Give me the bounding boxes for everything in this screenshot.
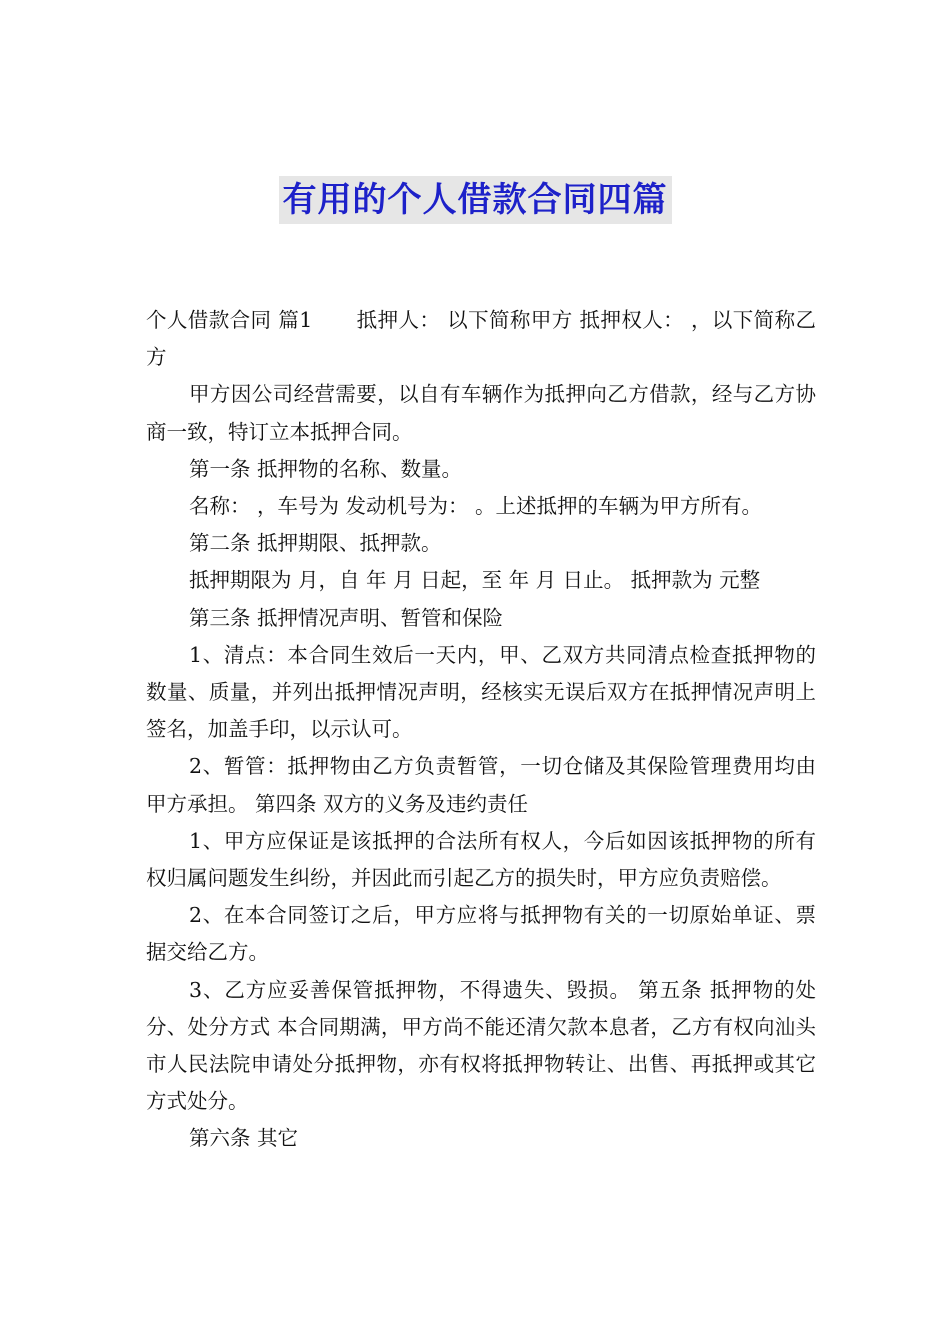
document-body [146, 302, 816, 1158]
section-heading: 第三条 抵押情况声明、暂管和保险 [189, 605, 504, 630]
paragraph: 1、甲方应保证是该抵押的合法所有权人，今后如因该抵押物的所有权归属问题发生纠纷，并因此而引起乙方的损失时，甲方应负责赔偿。 [146, 828, 816, 891]
intro-label: 个人借款合同 篇1 [146, 308, 313, 332]
paragraph: 抵押期限为 月，自 年 月 日起，至 年 月 日止。 抵押款为 元整 [189, 568, 761, 593]
intro-text: 抵押人： 以下简称甲方 抵押权人： ，以下简称乙方 [146, 308, 816, 370]
paragraph: 1、清点：本合同生效后一天内，甲、乙双方共同清点检查抵押物的数量、质量，并列出抵押情况声明，经核实无误后双方在抵押情况声明上签名，加盖手印，以示认可。 [146, 642, 816, 742]
paragraph: 2、暂管：抵押物由乙方负责暂管，一切仓储及其保险管理费用均由甲方承担。 第四条 双方的义务及违约责任 [146, 754, 816, 816]
paragraph: 名称： ，车号为 发动机号为： 。上述抵押的车辆为甲方所有。 [189, 494, 763, 519]
section-heading: 第一条 抵押物的名称、数量。 [189, 456, 463, 481]
section-heading: 第二条 抵押期限、抵押款。 [189, 531, 442, 556]
paragraph: 甲方因公司经营需要，以自有车辆作为抵押向乙方借款，经与乙方协商一致，特订立本抵押合同。 [146, 382, 816, 444]
intro-paragraph [146, 302, 816, 376]
paragraph: 3、乙方应妥善保管抵押物，不得遗失、毁损。 第五条 抵押物的处分、处分方式 本合同期满，甲方尚不能还清欠款本息者，乙方有权向汕头市人民法院申请处分抵押物，亦有权将抵押物转让、出售、再抵押或其它方式处分。 [146, 977, 816, 1114]
paragraph: 2、在本合同签订之后，甲方应将与抵押物有关的一切原始单证、票据交给乙方。 [146, 903, 816, 965]
section-heading: 第六条 其它 [189, 1126, 299, 1151]
title-container [0, 176, 950, 224]
document-title: 有用的个人借款合同四篇 [279, 176, 672, 224]
